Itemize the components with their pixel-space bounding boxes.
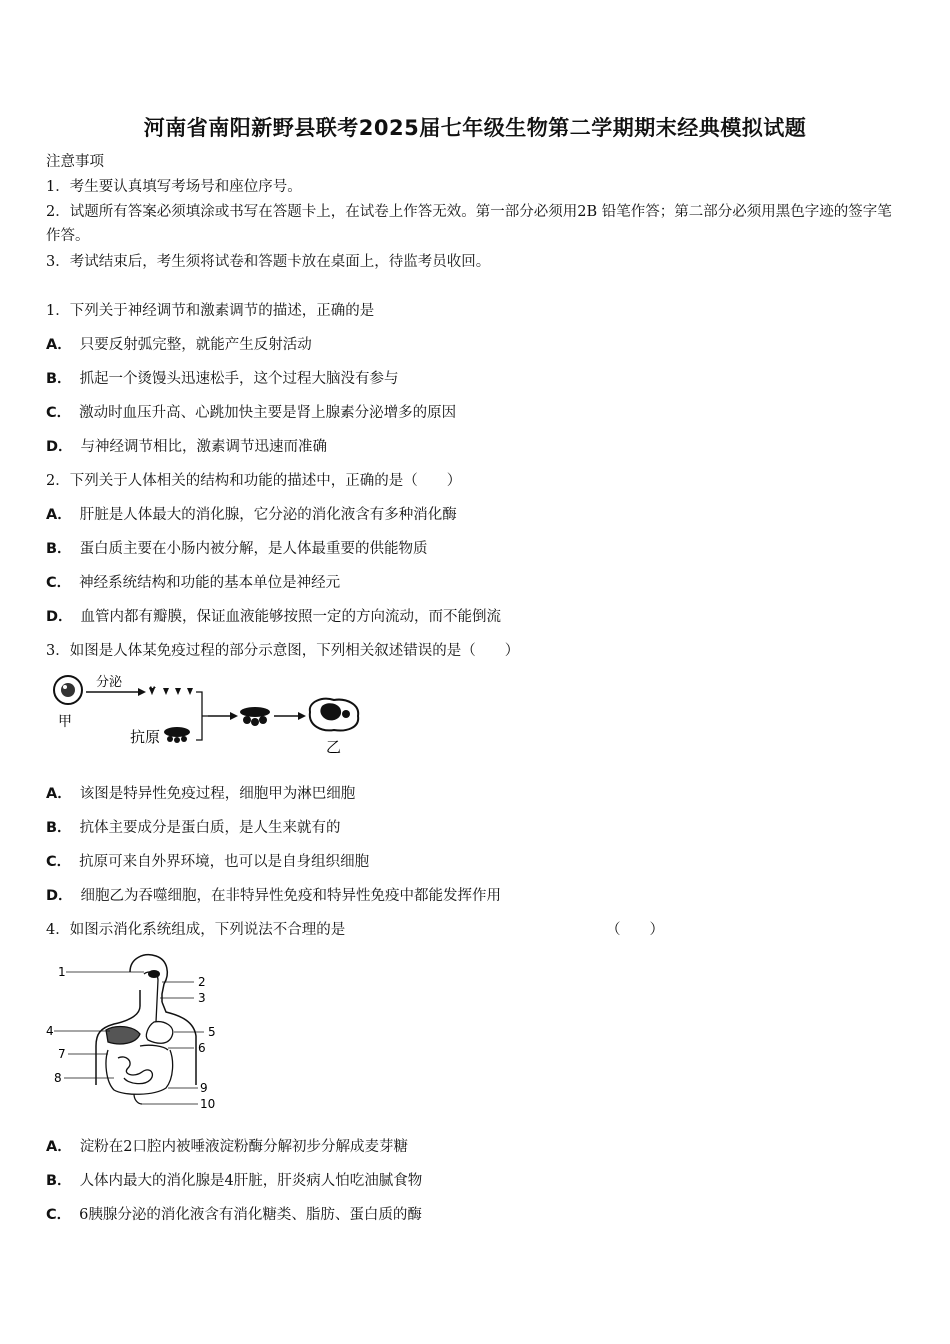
antigen-icon	[164, 727, 190, 743]
option-2b: B． 蛋白质主要在小肠内被分解，是人体最重要的供能物质	[46, 541, 428, 557]
question-stem-4: 4．如图示消化系统组成，下列说法不合理的是	[46, 922, 346, 938]
label-4: 4	[46, 1024, 54, 1038]
answer-bracket-4: （ ）	[606, 922, 664, 938]
small-intestine	[118, 1057, 152, 1084]
merge-bracket	[196, 692, 208, 740]
large-intestine	[106, 1050, 173, 1094]
stomach	[146, 1022, 172, 1044]
label-9: 9	[200, 1081, 208, 1095]
immune-process-diagram	[46, 672, 366, 762]
antibody-icons	[149, 686, 193, 695]
option-2a: A． 肝脏是人体最大的消化腺，它分泌的消化液含有多种消化酶	[46, 507, 457, 523]
option-3d: D． 细胞乙为吞噬细胞，在非特异性免疫和特异性免疫中都能发挥作用	[46, 888, 502, 904]
body-outline	[96, 955, 196, 1085]
label-5: 5	[208, 1025, 216, 1039]
option-4b: B． 人体内最大的消化腺是4肝脏，肝炎病人怕吃油腻食物	[46, 1173, 423, 1189]
option-4c: C． 6胰腺分泌的消化液含有消化糖类、脂肪、蛋白质的酶	[46, 1207, 422, 1223]
label-cell-a: 甲	[58, 714, 72, 730]
option-1b: B． 抓起一个烫馒头迅速松手，这个过程大脑没有参与	[46, 371, 399, 387]
esophagus	[144, 972, 158, 1022]
label-6: 6	[198, 1041, 206, 1055]
notice-item: 2．试题所有答案必须填涂或书写在答题卡上，在试卷上作答无效。第一部分必须用2B 铅笔作答；第二部分必须用黑色字迹的签字笔作答。	[46, 204, 892, 244]
digestive-system-diagram	[44, 950, 224, 1115]
label-3: 3	[198, 991, 206, 1005]
label-2: 2	[198, 975, 206, 989]
page-title: 河南省南阳新野县联考2025届七年级生物第二学期期末经典模拟试题	[143, 116, 807, 140]
label-1: 1	[58, 965, 66, 979]
label-7: 7	[58, 1047, 66, 1061]
label-10: 10	[200, 1097, 216, 1111]
label-antigen: 抗原	[130, 728, 161, 746]
option-3c: C． 抗原可来自外界环境，也可以是自身组织细胞	[46, 854, 370, 870]
question-stem-2: 2．下列关于人体相关的结构和功能的描述中，正确的是（ ）	[46, 473, 462, 489]
rectum	[134, 1094, 142, 1104]
notice-item: 3．考试结束后，考生须将试卷和答题卡放在桌面上，待监考员收回。	[46, 254, 491, 270]
pancreas	[140, 1045, 168, 1050]
question-stem-3: 3．如图是人体某免疫过程的部分示意图，下列相关叙述错误的是（ ）	[46, 643, 520, 659]
option-4a: A． 淀粉在2口腔内被唾液淀粉酶分解初步分解成麦芽糖	[46, 1139, 408, 1155]
option-3a: A． 该图是特异性免疫过程，细胞甲为淋巴细胞	[46, 786, 356, 802]
antigen-antibody-complex-icon	[240, 707, 270, 726]
label-8: 8	[54, 1071, 62, 1085]
option-2c: C． 神经系统结构和功能的基本单位是神经元	[46, 575, 341, 591]
option-3b: B． 抗体主要成分是蛋白质，是人生来就有的	[46, 820, 341, 836]
label-secrete: 分泌	[96, 675, 123, 690]
notice-heading: 注意事项	[46, 154, 104, 170]
label-cell-b: 乙	[326, 738, 342, 756]
option-1d: D． 与神经调节相比，激素调节迅速而准确	[46, 439, 328, 455]
notice-item: 1．考生要认真填写考场号和座位序号。	[46, 179, 302, 195]
question-stem-1: 1．下列关于神经调节和激素调节的描述，正确的是	[46, 303, 375, 319]
option-1a: A． 只要反射弧完整，就能产生反射活动	[46, 337, 312, 353]
phagocyte-icon	[310, 699, 358, 731]
liver	[106, 1027, 140, 1044]
cell-a-icon	[54, 676, 82, 704]
option-1c: C． 激动时血压升高、心跳加快主要是肾上腺素分泌增多的原因	[46, 405, 457, 421]
option-2d: D． 血管内都有瓣膜，保证血液能够按照一定的方向流动，而不能倒流	[46, 609, 502, 625]
